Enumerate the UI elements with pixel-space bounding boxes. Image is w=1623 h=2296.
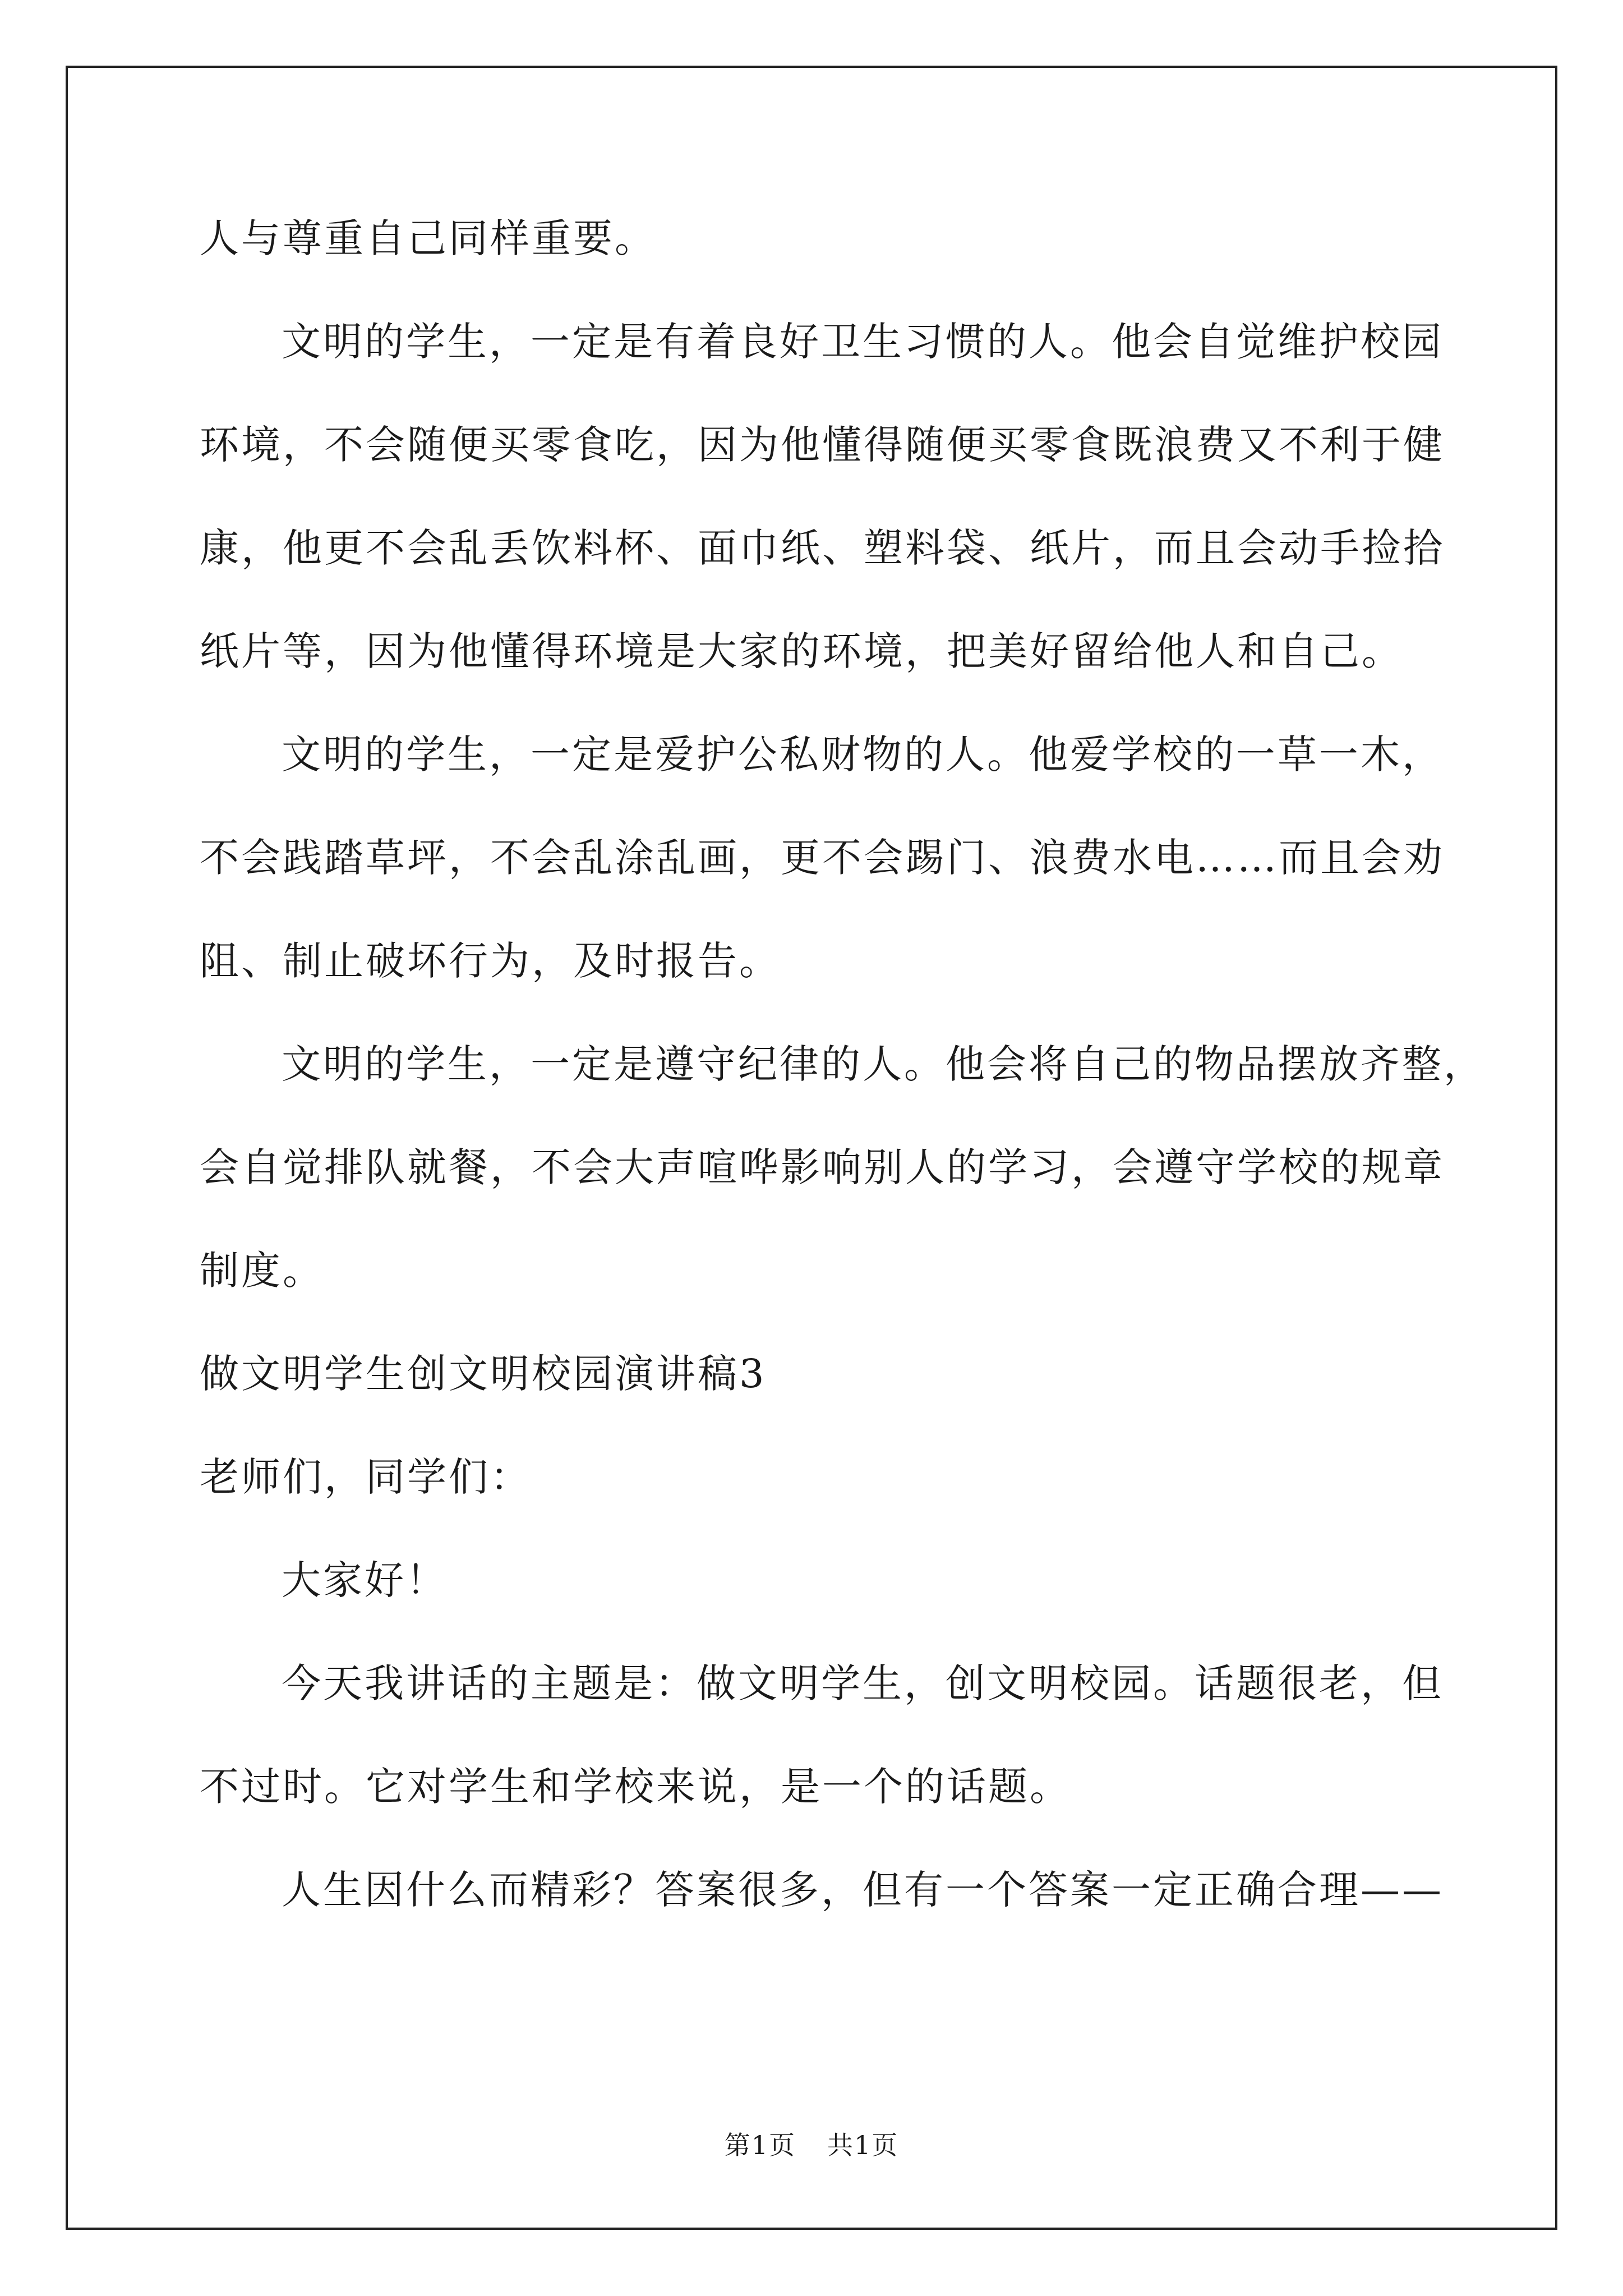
text-line-10: 会自觉排队就餐，不会大声喧哗影响别人的学习，会遵守学校的规章 bbox=[200, 1144, 1445, 1190]
text-line-7: 不会践踏草坪，不会乱涂乱画，更不会踢门、浪费水电……而且会劝 bbox=[200, 835, 1445, 881]
text-line-15: 今天我讲话的主题是：做文明学生，创文明校园。话题很老，但 bbox=[282, 1660, 1444, 1706]
text-line-4: 康，他更不会乱丢饮料杯、面巾纸、塑料袋、纸片，而且会动手捡拾 bbox=[200, 525, 1445, 571]
greeting: 大家好！ bbox=[282, 1557, 448, 1603]
text-line-5: 纸片等，因为他懂得环境是大家的环境，把美好留给他人和自己。 bbox=[200, 628, 1403, 674]
salutation: 老师们，同学们： bbox=[200, 1454, 532, 1500]
section-heading: 做文明学生创文明校园演讲稿3 bbox=[200, 1351, 767, 1397]
text-line-6: 文明的学生，一定是爱护公私财物的人。他爱学校的一草一木， bbox=[282, 731, 1444, 777]
page-number: 第1页 bbox=[724, 2130, 796, 2160]
text-line-16: 不过时。它对学生和学校来说，是一个的话题。 bbox=[200, 1764, 1071, 1810]
page-total: 共1页 bbox=[827, 2130, 899, 2160]
text-line-9: 文明的学生，一定是遵守纪律的人。他会将自己的物品摆放齐整， bbox=[282, 1041, 1485, 1087]
document-body bbox=[200, 208, 1485, 1962]
text-line-1: 人与尊重自己同样重要。 bbox=[200, 215, 656, 261]
text-line-17: 人生因什么而精彩？答案很多，但有一个答案一定正确合理—— bbox=[282, 1867, 1444, 1913]
text-line-11: 制度。 bbox=[200, 1248, 324, 1294]
text-line-8: 阻、制止破坏行为，及时报告。 bbox=[200, 938, 781, 984]
text-line-3: 环境，不会随便买零食吃，因为他懂得随便买零食既浪费又不利于健 bbox=[200, 422, 1445, 468]
page-footer bbox=[0, 2125, 1623, 2162]
text-line-2: 文明的学生，一定是有着良好卫生习惯的人。他会自觉维护校园 bbox=[282, 319, 1444, 365]
